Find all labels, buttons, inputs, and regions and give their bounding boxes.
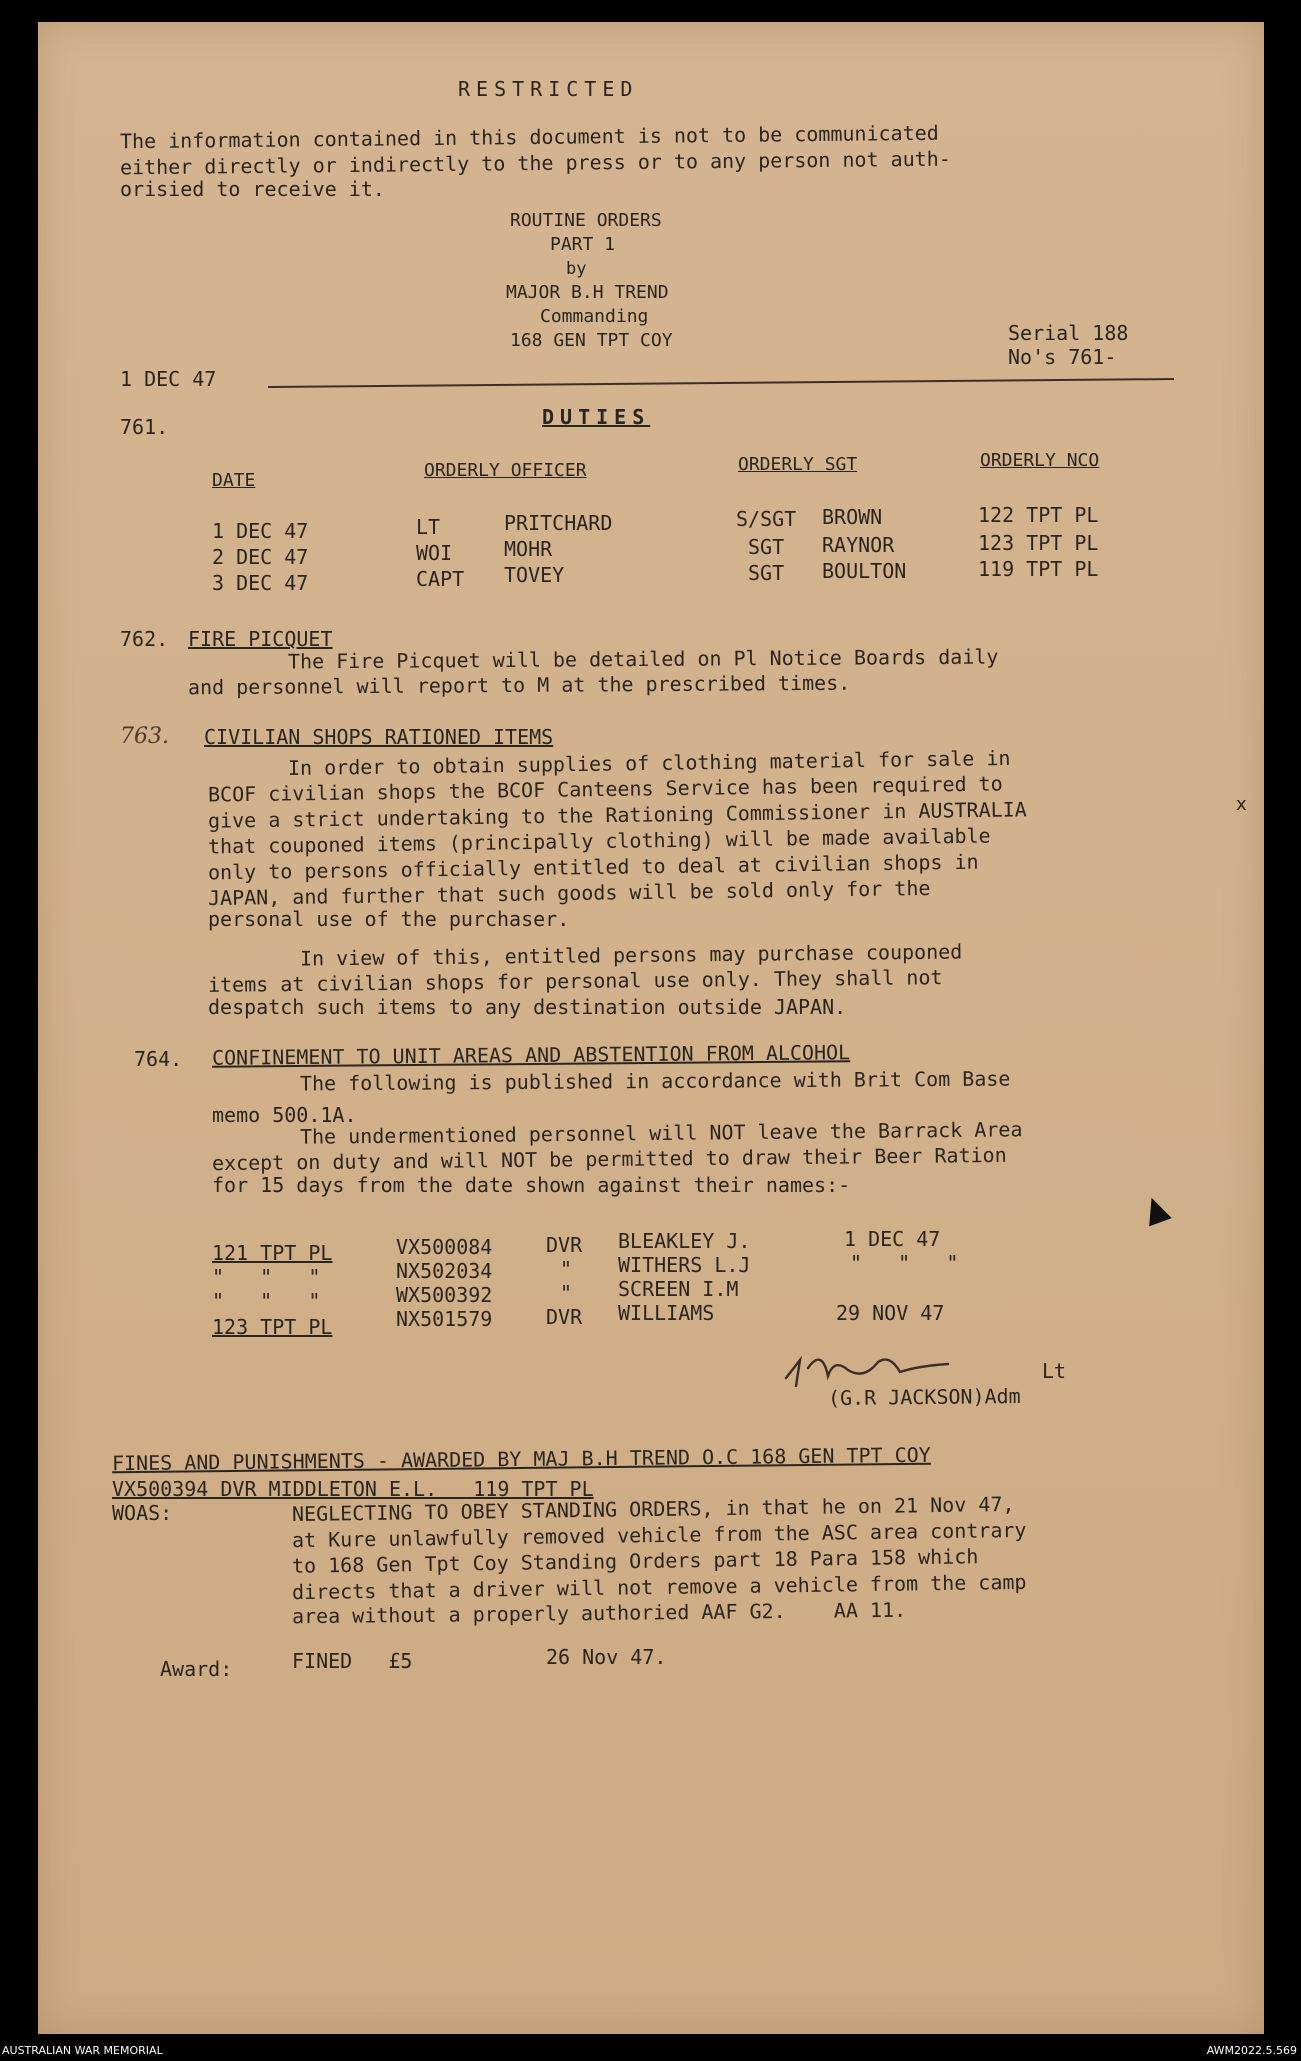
civilian-shops-p1-line-6: JAPAN, and further that such goods will be sold only for the: [207, 875, 931, 911]
duty-officer-rank: WOI: [416, 541, 453, 565]
header-divider: [268, 378, 1174, 388]
orders-title: ROUTINE ORDERS: [510, 210, 662, 231]
confinement-p2-line-2: except on duty and will NOT be permitted to draw their Beer Ration: [211, 1142, 1007, 1176]
order-numbers: No's 761-: [1008, 345, 1117, 369]
duty-nco: 119 TPT PL: [978, 557, 1099, 581]
confined-number: NX502034: [396, 1259, 493, 1283]
col-header-date: DATE: [212, 470, 256, 491]
duty-sgt-rank: SGT: [748, 535, 785, 559]
woas-label: WOAS:: [112, 1501, 173, 1525]
duty-sgt-rank: SGT: [748, 561, 785, 585]
confined-unit: 121 TPT PL: [212, 1241, 333, 1265]
commanding-officer: MAJOR B.H TREND: [506, 282, 669, 303]
notice-line-3: orisied to receive it.: [120, 177, 385, 201]
notice-line-1: The information contained in this document is not to be communicated: [119, 120, 939, 154]
commanding-label: Commanding: [540, 306, 649, 327]
item-number-762: 762.: [120, 627, 169, 651]
confined-rank: ": [560, 1281, 573, 1305]
item-number-761: 761.: [120, 415, 169, 439]
confined-rank: DVR: [546, 1233, 583, 1257]
item-number-764: 764.: [134, 1047, 183, 1071]
award-label: Award:: [160, 1657, 233, 1681]
signature-name: (G.R JACKSON)Adm: [827, 1383, 1021, 1411]
confined-name: WILLIAMS: [618, 1301, 715, 1325]
confinement-p1-line-1: The following is published in accordance with Brit Com Base: [299, 1066, 1011, 1096]
classification-heading: RESTRICTED: [458, 77, 639, 101]
document-page: [38, 22, 1264, 2034]
civilian-shops-p1-line-7: personal use of the purchaser.: [208, 907, 570, 931]
signature-rank: Lt: [1042, 1359, 1067, 1383]
confinement-p1-line-2: memo 500.1A.: [212, 1103, 357, 1127]
duty-sgt-name: BOULTON: [822, 559, 907, 583]
civilian-shops-p1-line-1: In order to obtain supplies of clothing material for sale in: [287, 745, 1011, 781]
confined-name: SCREEN I.M: [618, 1277, 739, 1301]
confined-number: VX500084: [396, 1235, 493, 1259]
confined-name: BLEAKLEY J.: [618, 1229, 751, 1253]
duty-date: 3 DEC 47: [212, 571, 309, 595]
order-date: 1 DEC 47: [120, 367, 217, 391]
col-header-orderly-officer: ORDERLY OFFICER: [424, 460, 587, 481]
confinement-p2-line-1: The undermentioned personnel will NOT leave the Barrack Area: [299, 1117, 1023, 1149]
award-value: FINED £5: [292, 1649, 413, 1673]
confined-number: NX501579: [396, 1307, 493, 1331]
confined-date: " " ": [850, 1251, 959, 1275]
col-header-orderly-sgt: ORDERLY SGT: [738, 454, 858, 475]
charge-line-2: at Kure unlawfully removed vehicle from the ASC area contrary: [291, 1517, 1027, 1553]
duties-title: DUTIES: [542, 405, 651, 429]
charge-line-4: directs that a driver will not remove a vehicle from the camp: [291, 1569, 1027, 1605]
confined-unit: " " ": [212, 1289, 321, 1313]
fire-picquet-title: FIRE PICQUET: [188, 627, 333, 651]
civilian-shops-p1-line-2: BCOF civilian shops the BCOF Canteens Service has been required to: [207, 771, 1003, 807]
confinement-p2-line-3: for 15 days from the date shown against their names:-: [212, 1173, 851, 1197]
charge-line-5: area without a properly authoried AAF G2. AA 11.: [291, 1597, 907, 1629]
archive-reference: AWM2022.5.569: [1206, 2044, 1297, 2057]
charge-line-3: to 168 Gen Tpt Coy Standing Orders part 18 Para 158 which: [291, 1544, 979, 1578]
col-header-orderly-nco: ORDERLY NCO: [980, 450, 1100, 471]
fire-picquet-line-1: The Fire Picquet will be detailed on Pl Notice Boards daily: [287, 644, 999, 674]
award-date: 26 Nov 47.: [546, 1645, 667, 1669]
duty-officer-rank: CAPT: [416, 567, 465, 591]
civilian-shops-p2-line-2: items at civilian shops for personal use only. They shall not: [207, 965, 943, 997]
fines-title: FINES AND PUNISHMENTS - AWARDED BY MAJ B.H TREND O.C 168 GEN TPT COY: [111, 1442, 931, 1476]
confined-name: WITHERS L.J: [618, 1253, 751, 1277]
fines-soldier: VX500394 DVR MIDDLETON E.L. 119 TPT PL: [112, 1477, 594, 1501]
orders-part: PART 1: [550, 234, 616, 255]
civilian-shops-title: CIVILIAN SHOPS RATIONED ITEMS: [204, 725, 554, 749]
notice-line-2: either directly or indirectly to the press or to any person not auth-: [119, 146, 951, 180]
duty-officer-name: PRITCHARD: [504, 511, 613, 535]
duty-sgt-name: BROWN: [822, 505, 883, 529]
duty-sgt-rank: S/SGT: [736, 507, 797, 531]
charge-line-1: NEGLECTING TO OBEY STANDING ORDERS, in that he on 21 Nov 47,: [291, 1491, 1015, 1527]
civilian-shops-p2-line-1: In view of this, entitled persons may purchase couponed: [299, 939, 963, 971]
civilian-shops-p2-line-3: despatch such items to any destination outside JAPAN.: [208, 995, 847, 1019]
confined-number: WX500392: [396, 1283, 493, 1307]
duty-nco: 123 TPT PL: [978, 531, 1099, 555]
civilian-shops-p1-line-3: give a strict undertaking to the Rationing Commissioner in AUSTRALIA: [207, 797, 1027, 833]
item-number-763: 763.: [120, 724, 169, 749]
civilian-shops-p1-line-5: only to persons officially entitled to deal at civilian shops in: [207, 849, 979, 885]
duty-officer-rank: LT: [416, 515, 441, 539]
confined-date: 1 DEC 47: [844, 1227, 941, 1251]
duty-officer-name: TOVEY: [504, 563, 565, 587]
confined-date: 29 NOV 47: [836, 1301, 945, 1325]
duty-nco: 122 TPT PL: [978, 503, 1099, 527]
orders-by: by: [566, 259, 587, 279]
civilian-shops-p1-line-4: that couponed items (principally clothing) will be made available: [207, 823, 991, 859]
duty-officer-name: MOHR: [504, 537, 553, 561]
duty-date: 1 DEC 47: [212, 519, 309, 543]
confinement-title: CONFINEMENT TO UNIT AREAS AND ABSTENTION FROM ALCOHOL: [211, 1040, 851, 1070]
fire-picquet-line-2: and personnel will report to M at the prescribed times.: [187, 670, 851, 700]
confined-unit: " " ": [212, 1265, 321, 1289]
confined-rank: ": [560, 1257, 573, 1281]
duty-sgt-name: RAYNOR: [822, 533, 895, 557]
margin-mark: x: [1236, 794, 1247, 815]
cursor-arrow-icon: [1140, 1194, 1171, 1227]
duty-date: 2 DEC 47: [212, 545, 309, 569]
archive-credit: AUSTRALIAN WAR MEMORIAL: [2, 2044, 163, 2057]
confined-unit: 123 TPT PL: [212, 1315, 333, 1339]
unit-name: 168 GEN TPT COY: [510, 330, 673, 351]
serial-number: Serial 188: [1008, 321, 1129, 345]
confined-rank: DVR: [546, 1305, 583, 1329]
